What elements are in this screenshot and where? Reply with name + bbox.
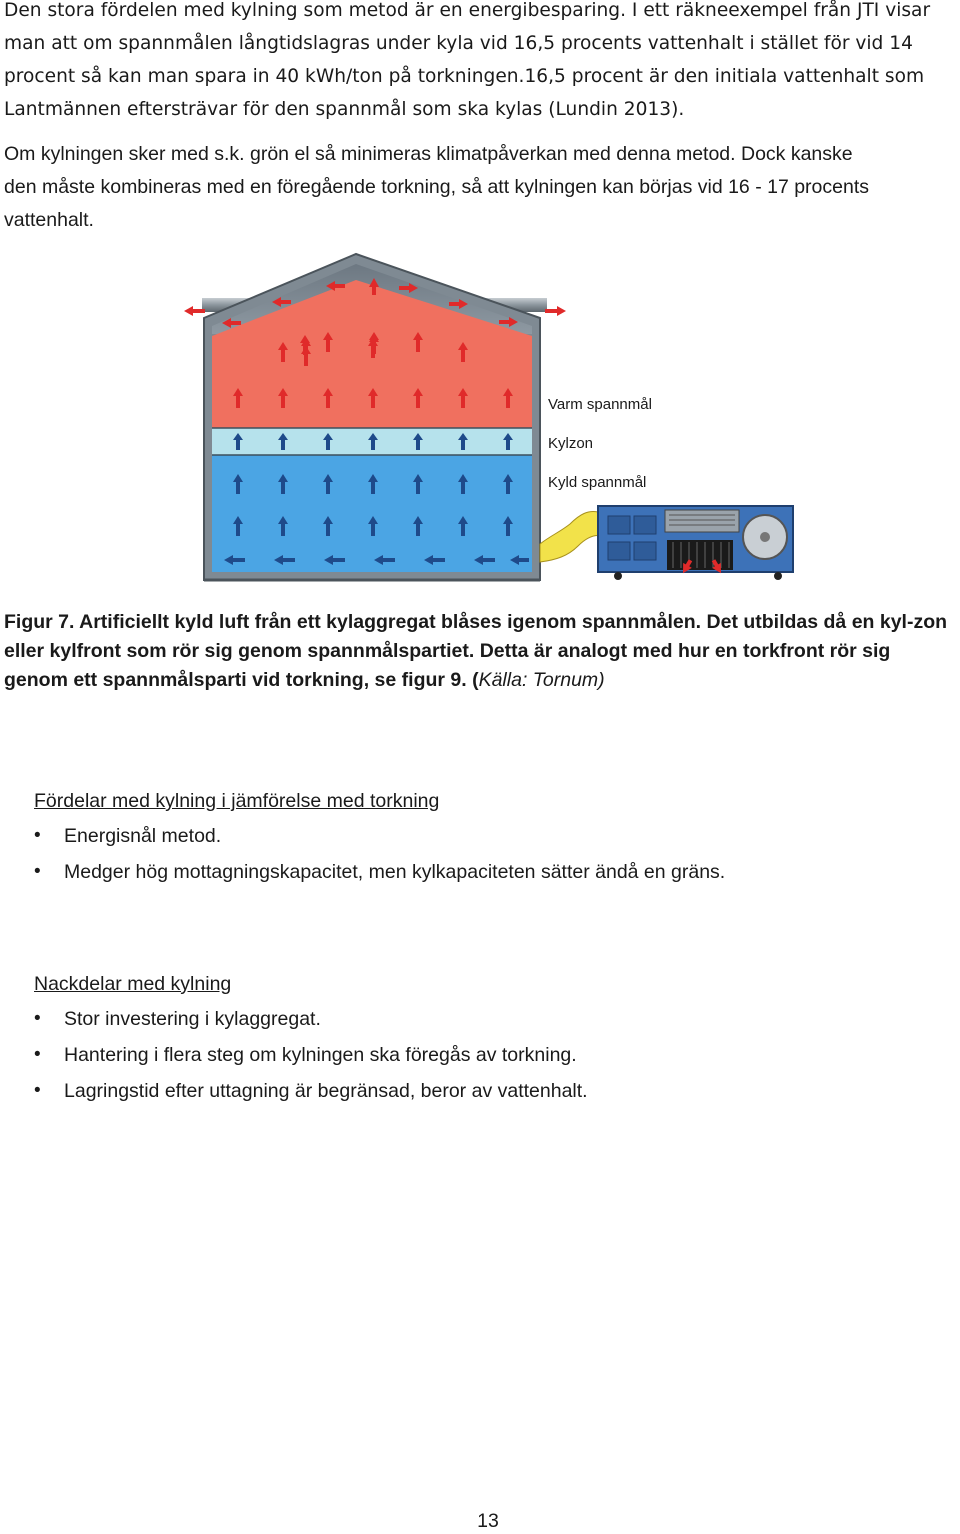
list-item-text: Stor investering i kylaggregat.	[64, 1008, 321, 1030]
list-item-text: Lagringstid efter uttagning är begränsad, beror av vattenhalt.	[64, 1080, 588, 1102]
caption-text: Figur 7. Artificiellt kyld luft från ett kylaggregat blåses igenom spannmålen. Det utbildas då en kyl-zon eller kylfront som rör sig genom spannmålspartiet. Detta är analogt med hur en torkfront rör sig genom ett spannmålsparti vid torkning, se figur 9. (	[4, 611, 948, 691]
bullet-icon: •	[34, 1008, 41, 1029]
paragraph-line: Om kylningen sker med s.k. grön el så minimeras klimatpåverkan med denna metod. Dock kanske	[4, 143, 853, 165]
bullet-icon: •	[34, 825, 41, 846]
list-item	[34, 818, 934, 854]
bullet-icon: •	[34, 1080, 41, 1101]
disadvantages-heading: Nackdelar med kylning	[34, 973, 232, 995]
left-arrow	[184, 306, 205, 316]
bullet-icon: •	[34, 861, 41, 882]
air-hose	[540, 512, 602, 563]
paragraph-continuation: den måste kombineras med en föregående torkning, så att kylningen kan börjas vid 16 - 17 procents vattenhalt.	[4, 176, 870, 231]
grain-cooling-figure	[178, 250, 798, 585]
list-item	[34, 854, 934, 890]
list-item-text: Medger hög mottagningskapacitet, men kylkapaciteten sätter ändå en gräns.	[64, 861, 726, 883]
caption-source: Källa: Tornum)	[478, 669, 605, 691]
advantages-section	[34, 785, 934, 890]
list-item-text: Hantering i flera steg om kylningen ska föregås av torkning.	[64, 1044, 577, 1066]
disadvantages-section	[34, 968, 934, 1109]
green-electricity-paragraph	[4, 138, 960, 237]
cooled-grain-layer	[212, 455, 532, 572]
silo-cooling-diagram	[178, 250, 798, 585]
list-item	[34, 1037, 934, 1073]
intro-paragraph: Den stora fördelen med kylning som metod är en energibesparing. I ett räkneexempel från JTI visar man att om spannmålen långtidslagras under kyla vid 16,5 procents vattenhalt i stället för vid 14 procent så kan man spara in 40 kWh/ton på torkningen.16,5 procent är den initiala vattenhalt som Lantmännen eftersträvar för den spannmål som ska kylas (Lundin 2013).	[4, 0, 931, 120]
disadvantages-list	[34, 1001, 934, 1109]
cooling-unit	[598, 506, 793, 580]
list-item-text: Energisnål metod.	[64, 825, 222, 847]
figure-caption	[4, 608, 956, 695]
advantages-heading: Fördelar med kylning i jämförelse med torkning	[34, 790, 440, 812]
unit-top-grille	[665, 510, 739, 532]
list-item	[34, 1073, 934, 1109]
cooled-grain-label: Kyld spannmål	[548, 474, 647, 491]
cooling-zone-label: Kylzon	[548, 435, 594, 452]
advantages-list	[34, 818, 934, 890]
bullet-icon: •	[34, 1044, 41, 1065]
warm-grain-label: Varm spannmål	[548, 396, 652, 413]
page-number: 13	[477, 1510, 499, 1532]
unit-vent	[667, 540, 733, 570]
right-arrow	[545, 306, 566, 316]
list-item	[34, 1001, 934, 1037]
